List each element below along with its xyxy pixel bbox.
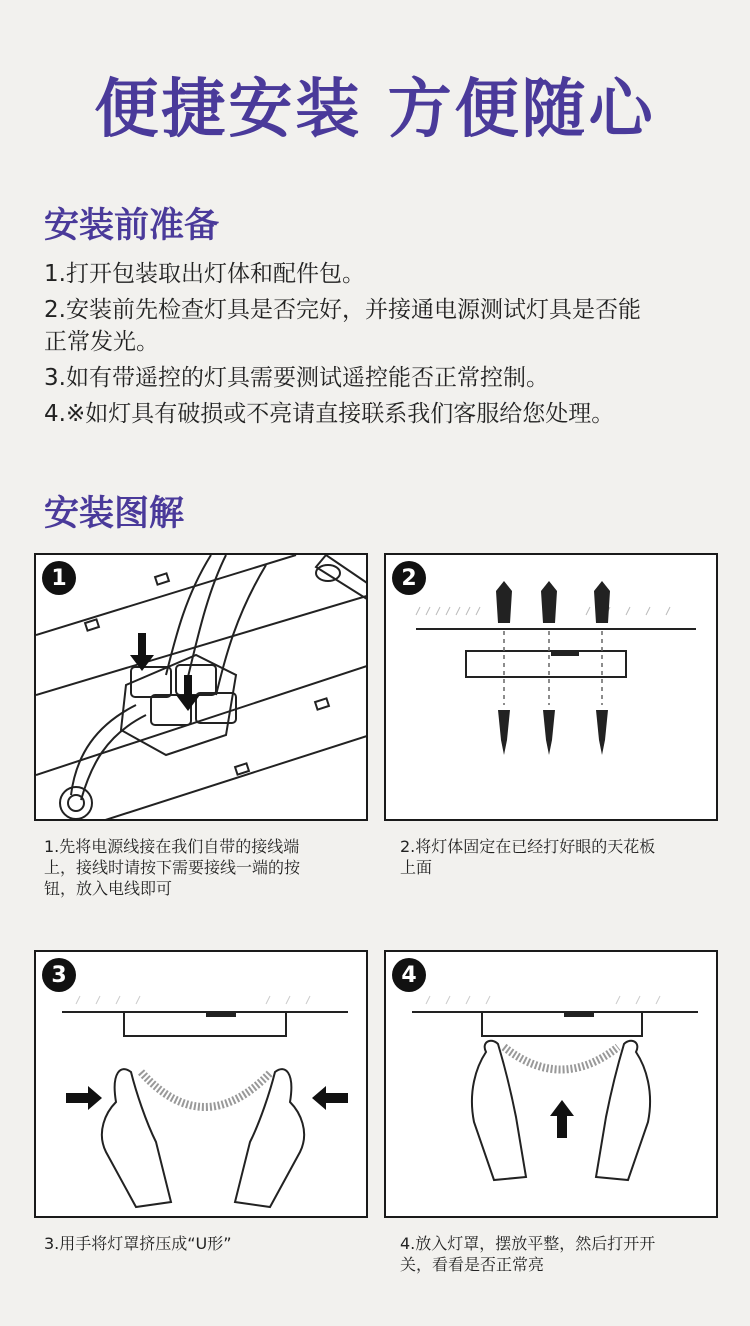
step-1-caption [44, 836, 374, 899]
page-title: 便捷安装 方便随心 [94, 73, 656, 147]
step-2-caption [400, 836, 730, 878]
step-badge: 4 [392, 958, 426, 992]
prep-item: 1.打开包装取出灯体和配件包。 [44, 261, 365, 287]
step-badge: 1 [42, 561, 76, 595]
caption-line: 3.用手将灯罩挤压成“U形” [44, 1234, 232, 1253]
step-4-caption [400, 1233, 730, 1275]
prep-item: 2.安装前先检查灯具是否完好，并接通电源测试灯具是否能 [44, 297, 641, 323]
caption-line: 钮，放入电线即可 [44, 879, 173, 898]
step-badge: 3 [42, 958, 76, 992]
diagram-heading: 安装图解 [44, 494, 185, 534]
prep-item: 正常发光。 [44, 329, 159, 355]
hands-squeeze-cover-illustration [36, 952, 368, 1218]
step-3-panel [34, 950, 368, 1218]
ceiling-screw-mount-illustration [386, 555, 718, 821]
caption-line: 关，看看是否正常亮 [400, 1255, 545, 1274]
wire-connector-illustration [36, 555, 368, 821]
step-1-panel [34, 553, 368, 821]
step-3-caption [44, 1233, 374, 1254]
step-2-panel [384, 553, 718, 821]
caption-line: 上，接线时请按下需要接线一端的按 [44, 858, 301, 877]
step-4-panel [384, 950, 718, 1218]
caption-line: 上面 [400, 858, 433, 877]
prep-list [44, 258, 724, 430]
prep-item: 4.※如灯具有破损或不亮请直接联系我们客服给您处理。 [44, 401, 615, 427]
step-badge: 2 [392, 561, 426, 595]
prep-item: 3.如有带遥控的灯具需要测试遥控能否正常控制。 [44, 365, 549, 391]
caption-line: 4.放入灯罩，摆放平整，然后打开开 [400, 1234, 656, 1253]
caption-line: 2.将灯体固定在已经打好眼的天花板 [400, 837, 656, 856]
prep-heading: 安装前准备 [44, 206, 220, 246]
caption-line: 1.先将电源线接在我们自带的接线端 [44, 837, 300, 856]
hands-insert-cover-illustration [386, 952, 718, 1218]
